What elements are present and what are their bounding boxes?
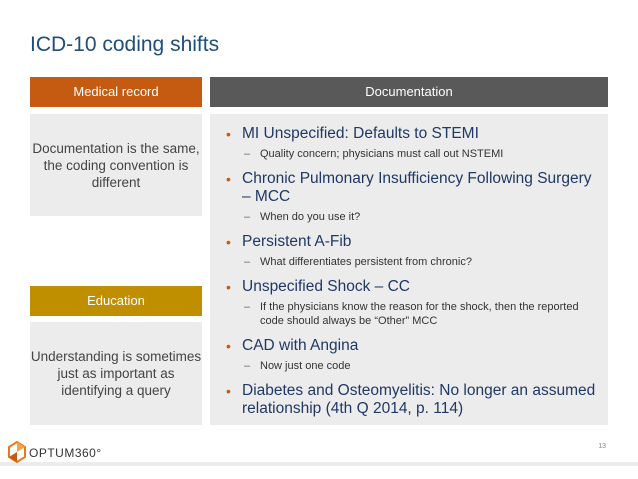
list-item — [210, 170, 608, 206]
bullet-icon: • — [226, 383, 231, 399]
page-number: 13 — [598, 443, 606, 450]
optum-logo-icon — [8, 441, 26, 463]
list-item-text: Persistent A-Fib — [242, 233, 352, 250]
medical-record-box — [30, 114, 202, 216]
list-item-text: Unspecified Shock – CC — [242, 278, 410, 295]
list-item-text: MI Unspecified: Defaults to STEMI — [242, 125, 479, 142]
optum-logo — [8, 438, 128, 466]
bullet-icon: • — [226, 338, 231, 354]
bullet-icon: • — [226, 279, 231, 295]
list-subitem-text: If the physicians know the reason for the shock, then the reported code should always be “Other” MCC — [260, 301, 579, 327]
list-item — [210, 125, 608, 143]
education-header: Education — [30, 286, 202, 316]
dash-icon: – — [244, 301, 251, 313]
list-subitem — [210, 210, 608, 224]
bullet-icon: • — [226, 126, 231, 142]
dash-icon: – — [244, 148, 251, 160]
bullet-icon: • — [226, 234, 231, 250]
list-item — [210, 233, 608, 251]
optum-logo-text: OPTUM360° — [29, 446, 102, 460]
list-subitem — [210, 147, 608, 161]
list-subitem — [210, 300, 608, 328]
education-text: Understanding is sometimes just as important as identifying a query — [30, 349, 202, 398]
list-item-text: Chronic Pulmonary Insufficiency Following Surgery – MCC — [242, 170, 592, 205]
list-item — [210, 278, 608, 296]
education-box — [30, 322, 202, 425]
documentation-list — [210, 125, 608, 418]
list-subitem-text: What differentiates persistent from chronic? — [260, 256, 472, 268]
list-item — [210, 337, 608, 355]
list-subitem — [210, 359, 608, 373]
slide-title: ICD-10 coding shifts — [30, 33, 220, 56]
list-item-text: Diabetes and Osteomyelitis: No longer an assumed relationship (4th Q 2014, p. 114) — [242, 382, 596, 417]
documentation-header: Documentation — [210, 77, 608, 107]
dash-icon: – — [244, 360, 251, 372]
dash-icon: – — [244, 256, 251, 268]
medical-record-header: Medical record — [30, 77, 202, 107]
list-item — [210, 382, 608, 418]
list-subitem — [210, 255, 608, 269]
dash-icon: – — [244, 211, 251, 223]
list-subitem-text: Quality concern; physicians must call out NSTEMI — [260, 148, 504, 160]
bullet-icon: • — [226, 171, 231, 187]
list-subitem-text: When do you use it? — [260, 211, 361, 223]
list-subitem-text: Now just one code — [260, 360, 351, 372]
documentation-panel — [210, 114, 608, 425]
list-item-text: CAD with Angina — [242, 337, 359, 354]
medical-record-text: Documentation is the same, the coding convention is different — [32, 140, 200, 190]
